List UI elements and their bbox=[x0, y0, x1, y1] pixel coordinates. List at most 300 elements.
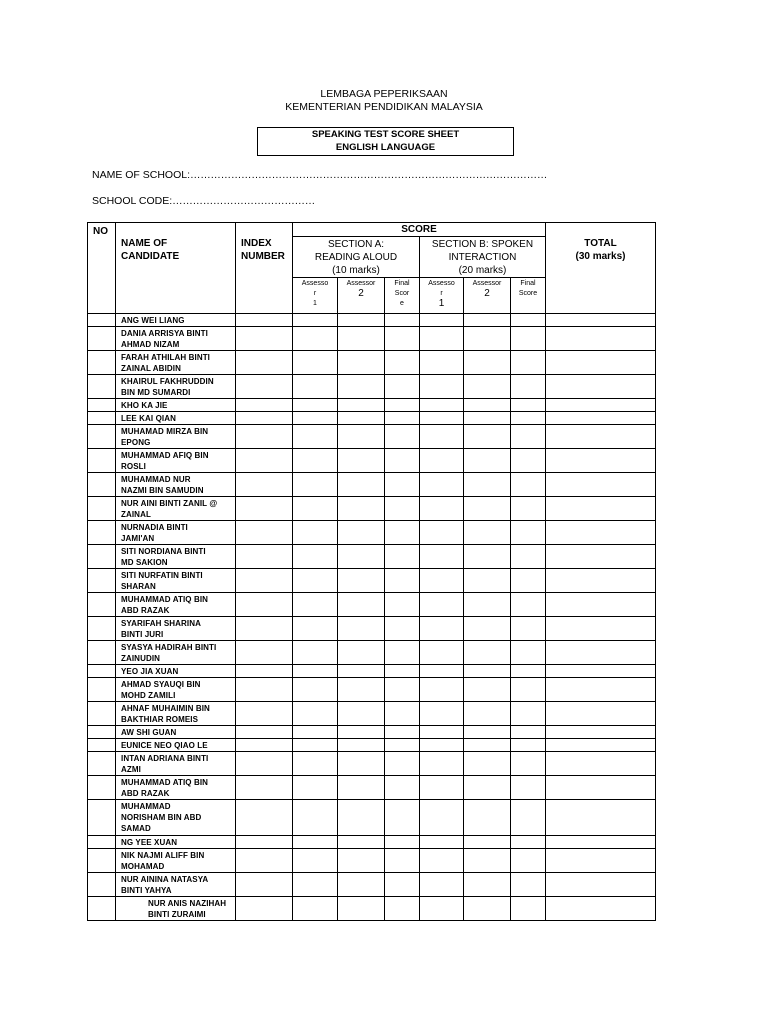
section-a-header: SECTION A: READING ALOUD (10 marks) bbox=[293, 237, 420, 278]
cell-sec-a-assessor-1[interactable] bbox=[293, 665, 338, 678]
cell-sec-b-assessor-1[interactable] bbox=[420, 873, 464, 897]
cell-sec-a-assessor-1[interactable] bbox=[293, 776, 338, 800]
cell-no bbox=[88, 752, 116, 776]
cell-sec-a-assessor-2[interactable] bbox=[338, 752, 385, 776]
cell-sec-a-assessor-1[interactable] bbox=[293, 399, 338, 412]
table-row bbox=[88, 776, 656, 800]
cell-sec-b-assessor-2[interactable] bbox=[464, 665, 511, 678]
cell-sec-a-assessor-2[interactable] bbox=[338, 351, 385, 375]
cell-sec-a-final[interactable] bbox=[385, 569, 420, 593]
cell-sec-b-assessor-2[interactable] bbox=[464, 836, 511, 849]
sec-a-final-score: Final Scor e bbox=[385, 278, 420, 314]
cell-sec-a-assessor-1[interactable] bbox=[293, 726, 338, 739]
cell-total[interactable] bbox=[546, 776, 656, 800]
candidate-name-line: JAMI'AN bbox=[121, 533, 155, 543]
cell-sec-b-assessor-2[interactable] bbox=[464, 873, 511, 897]
cell-sec-b-final[interactable] bbox=[511, 873, 546, 897]
cell-index-number[interactable] bbox=[236, 314, 293, 327]
cell-sec-b-final[interactable] bbox=[511, 497, 546, 521]
cell-sec-b-assessor-2[interactable] bbox=[464, 897, 511, 921]
cell-sec-b-assessor-1[interactable] bbox=[420, 412, 464, 425]
cell-sec-b-assessor-1[interactable] bbox=[420, 449, 464, 473]
cell-sec-b-assessor-1[interactable] bbox=[420, 545, 464, 569]
cell-sec-a-assessor-2[interactable] bbox=[338, 545, 385, 569]
candidate-name bbox=[116, 726, 236, 739]
candidate-name bbox=[116, 545, 236, 569]
candidate-name bbox=[116, 739, 236, 752]
cell-sec-b-final[interactable] bbox=[511, 314, 546, 327]
cell-total[interactable] bbox=[546, 593, 656, 617]
cell-sec-a-assessor-2[interactable] bbox=[338, 726, 385, 739]
cell-sec-a-assessor-1[interactable] bbox=[293, 569, 338, 593]
cell-sec-b-final[interactable] bbox=[511, 752, 546, 776]
candidate-name bbox=[116, 849, 236, 873]
cell-sec-a-final[interactable] bbox=[385, 425, 420, 449]
cell-index-number[interactable] bbox=[236, 545, 293, 569]
cell-sec-b-final[interactable] bbox=[511, 800, 546, 836]
cell-sec-a-assessor-1[interactable] bbox=[293, 375, 338, 399]
cell-sec-a-assessor-2[interactable] bbox=[338, 641, 385, 665]
cell-sec-a-assessor-1[interactable] bbox=[293, 800, 338, 836]
cell-index-number[interactable] bbox=[236, 800, 293, 836]
cell-sec-a-final[interactable] bbox=[385, 327, 420, 351]
cell-sec-a-final[interactable] bbox=[385, 739, 420, 752]
cell-total[interactable] bbox=[546, 641, 656, 665]
cell-sec-a-assessor-1[interactable] bbox=[293, 521, 338, 545]
cell-index-number[interactable] bbox=[236, 497, 293, 521]
school-code-dots: …………………………………… bbox=[172, 195, 315, 207]
cell-total[interactable] bbox=[546, 739, 656, 752]
table-row bbox=[88, 702, 656, 726]
cell-sec-a-final[interactable] bbox=[385, 412, 420, 425]
cell-sec-a-final[interactable] bbox=[385, 375, 420, 399]
cell-sec-b-assessor-1[interactable] bbox=[420, 314, 464, 327]
table-row bbox=[88, 569, 656, 593]
cell-sec-b-assessor-2[interactable] bbox=[464, 412, 511, 425]
candidate-name-line: AHNAF MUHAIMIN BIN bbox=[121, 703, 210, 713]
cell-sec-a-assessor-2[interactable] bbox=[338, 739, 385, 752]
cell-sec-a-assessor-1[interactable] bbox=[293, 314, 338, 327]
cell-sec-b-assessor-2[interactable] bbox=[464, 678, 511, 702]
cell-index-number[interactable] bbox=[236, 726, 293, 739]
cell-sec-b-final[interactable] bbox=[511, 569, 546, 593]
cell-sec-a-final[interactable] bbox=[385, 678, 420, 702]
cell-sec-a-assessor-1[interactable] bbox=[293, 449, 338, 473]
cell-index-number[interactable] bbox=[236, 327, 293, 351]
cell-index-number[interactable] bbox=[236, 617, 293, 641]
cell-sec-a-assessor-1[interactable] bbox=[293, 593, 338, 617]
cell-sec-a-assessor-2[interactable] bbox=[338, 702, 385, 726]
cell-sec-a-assessor-1[interactable] bbox=[293, 473, 338, 497]
cell-sec-b-assessor-2[interactable] bbox=[464, 752, 511, 776]
cell-total[interactable] bbox=[546, 726, 656, 739]
cell-sec-a-final[interactable] bbox=[385, 521, 420, 545]
cell-total[interactable] bbox=[546, 497, 656, 521]
cell-sec-b-assessor-1[interactable] bbox=[420, 327, 464, 351]
table-row bbox=[88, 897, 656, 921]
cell-sec-b-final[interactable] bbox=[511, 327, 546, 351]
cell-total[interactable] bbox=[546, 449, 656, 473]
cell-sec-b-assessor-2[interactable] bbox=[464, 739, 511, 752]
cell-sec-b-assessor-1[interactable] bbox=[420, 641, 464, 665]
cell-sec-b-assessor-1[interactable] bbox=[420, 593, 464, 617]
cell-total[interactable] bbox=[546, 521, 656, 545]
cell-sec-b-final[interactable] bbox=[511, 776, 546, 800]
cell-sec-b-final[interactable] bbox=[511, 849, 546, 873]
cell-sec-a-assessor-1[interactable] bbox=[293, 327, 338, 351]
cell-sec-a-assessor-2[interactable] bbox=[338, 521, 385, 545]
cell-total[interactable] bbox=[546, 617, 656, 641]
cell-index-number[interactable] bbox=[236, 836, 293, 849]
cell-sec-a-final[interactable] bbox=[385, 399, 420, 412]
cell-sec-b-final[interactable] bbox=[511, 641, 546, 665]
cell-total[interactable] bbox=[546, 702, 656, 726]
cell-sec-a-assessor-2[interactable] bbox=[338, 425, 385, 449]
cell-sec-a-final[interactable] bbox=[385, 836, 420, 849]
cell-sec-b-assessor-2[interactable] bbox=[464, 327, 511, 351]
cell-sec-b-assessor-2[interactable] bbox=[464, 545, 511, 569]
candidate-name-line: YEO JIA XUAN bbox=[121, 666, 179, 676]
cell-total[interactable] bbox=[546, 412, 656, 425]
cell-sec-b-final[interactable] bbox=[511, 593, 546, 617]
cell-sec-b-assessor-1[interactable] bbox=[420, 800, 464, 836]
cell-sec-b-assessor-1[interactable] bbox=[420, 569, 464, 593]
cell-index-number[interactable] bbox=[236, 641, 293, 665]
cell-total[interactable] bbox=[546, 873, 656, 897]
score-table bbox=[87, 222, 656, 921]
table-row bbox=[88, 726, 656, 739]
cell-sec-b-assessor-2[interactable] bbox=[464, 314, 511, 327]
cell-sec-b-assessor-1[interactable] bbox=[420, 375, 464, 399]
cell-sec-b-final[interactable] bbox=[511, 726, 546, 739]
cell-sec-b-assessor-1[interactable] bbox=[420, 702, 464, 726]
candidate-name bbox=[116, 617, 236, 641]
cell-sec-b-final[interactable] bbox=[511, 473, 546, 497]
sec-b-final-score: Final Score bbox=[511, 278, 546, 314]
cell-sec-b-assessor-2[interactable] bbox=[464, 641, 511, 665]
cell-no bbox=[88, 521, 116, 545]
cell-sec-a-final[interactable] bbox=[385, 800, 420, 836]
cell-sec-a-assessor-2[interactable] bbox=[338, 617, 385, 641]
cell-sec-b-assessor-2[interactable] bbox=[464, 702, 511, 726]
cell-index-number[interactable] bbox=[236, 873, 293, 897]
candidate-name-line: MUHAMMAD ATIQ BIN bbox=[121, 594, 209, 604]
cell-sec-b-assessor-2[interactable] bbox=[464, 521, 511, 545]
cell-index-number[interactable] bbox=[236, 425, 293, 449]
cell-sec-b-assessor-1[interactable] bbox=[420, 425, 464, 449]
cell-sec-a-assessor-2[interactable] bbox=[338, 314, 385, 327]
cell-total[interactable] bbox=[546, 897, 656, 921]
cell-sec-b-assessor-1[interactable] bbox=[420, 665, 464, 678]
candidate-name-line: NG YEE XUAN bbox=[121, 837, 178, 847]
cell-sec-a-assessor-1[interactable] bbox=[293, 702, 338, 726]
table-row bbox=[88, 327, 656, 351]
table-row bbox=[88, 399, 656, 412]
cell-sec-a-assessor-1[interactable] bbox=[293, 752, 338, 776]
table-row bbox=[88, 314, 656, 327]
cell-sec-b-assessor-1[interactable] bbox=[420, 739, 464, 752]
cell-sec-b-assessor-1[interactable] bbox=[420, 776, 464, 800]
cell-sec-a-assessor-1[interactable] bbox=[293, 425, 338, 449]
cell-sec-b-assessor-1[interactable] bbox=[420, 726, 464, 739]
cell-sec-a-assessor-2[interactable] bbox=[338, 569, 385, 593]
cell-index-number[interactable] bbox=[236, 665, 293, 678]
cell-sec-a-assessor-2[interactable] bbox=[338, 473, 385, 497]
cell-sec-b-final[interactable] bbox=[511, 678, 546, 702]
sec-b-assessor-2: Assessor 2 bbox=[464, 278, 511, 314]
candidate-name-line: SYARIFAH SHARINA bbox=[121, 618, 201, 628]
cell-index-number[interactable] bbox=[236, 776, 293, 800]
total-header: TOTAL (30 marks) bbox=[546, 223, 656, 314]
table-row bbox=[88, 849, 656, 873]
candidate-name-line: ABD RAZAK bbox=[121, 788, 170, 798]
cell-sec-a-final[interactable] bbox=[385, 473, 420, 497]
cell-total[interactable] bbox=[546, 836, 656, 849]
cell-sec-b-final[interactable] bbox=[511, 836, 546, 849]
cell-sec-a-assessor-2[interactable] bbox=[338, 873, 385, 897]
cell-no bbox=[88, 897, 116, 921]
table-row bbox=[88, 473, 656, 497]
cell-sec-a-assessor-1[interactable] bbox=[293, 617, 338, 641]
cell-sec-b-assessor-1[interactable] bbox=[420, 897, 464, 921]
cell-sec-a-assessor-1[interactable] bbox=[293, 897, 338, 921]
cell-no bbox=[88, 351, 116, 375]
cell-index-number[interactable] bbox=[236, 678, 293, 702]
cell-sec-b-final[interactable] bbox=[511, 617, 546, 641]
cell-sec-b-assessor-2[interactable] bbox=[464, 569, 511, 593]
cell-no bbox=[88, 375, 116, 399]
cell-sec-b-assessor-1[interactable] bbox=[420, 473, 464, 497]
candidate-name-line: MOHD ZAMILI bbox=[121, 690, 176, 700]
cell-total[interactable] bbox=[546, 849, 656, 873]
cell-sec-a-final[interactable] bbox=[385, 897, 420, 921]
cell-sec-b-assessor-1[interactable] bbox=[420, 678, 464, 702]
cell-sec-a-final[interactable] bbox=[385, 665, 420, 678]
cell-sec-a-assessor-2[interactable] bbox=[338, 399, 385, 412]
cell-sec-a-assessor-1[interactable] bbox=[293, 497, 338, 521]
cell-index-number[interactable] bbox=[236, 897, 293, 921]
candidate-name bbox=[116, 702, 236, 726]
cell-index-number[interactable] bbox=[236, 849, 293, 873]
candidate-name-line: NUR AINI BINTI ZANIL @ bbox=[121, 498, 218, 508]
candidate-name bbox=[116, 641, 236, 665]
candidate-name bbox=[116, 678, 236, 702]
cell-total[interactable] bbox=[546, 545, 656, 569]
cell-sec-a-assessor-2[interactable] bbox=[338, 497, 385, 521]
cell-index-number[interactable] bbox=[236, 449, 293, 473]
cell-total[interactable] bbox=[546, 314, 656, 327]
cell-sec-b-assessor-2[interactable] bbox=[464, 497, 511, 521]
cell-sec-a-assessor-1[interactable] bbox=[293, 873, 338, 897]
cell-sec-a-assessor-2[interactable] bbox=[338, 449, 385, 473]
cell-sec-b-assessor-2[interactable] bbox=[464, 617, 511, 641]
cell-sec-a-assessor-2[interactable] bbox=[338, 375, 385, 399]
candidate-name-line: BINTI JURI bbox=[121, 629, 164, 639]
cell-sec-b-final[interactable] bbox=[511, 897, 546, 921]
school-code-label: SCHOOL CODE: bbox=[92, 195, 173, 207]
cell-sec-b-final[interactable] bbox=[511, 665, 546, 678]
cell-sec-b-assessor-1[interactable] bbox=[420, 399, 464, 412]
cell-sec-b-assessor-1[interactable] bbox=[420, 351, 464, 375]
cell-total[interactable] bbox=[546, 473, 656, 497]
cell-sec-b-final[interactable] bbox=[511, 425, 546, 449]
score-header: SCORE bbox=[293, 223, 546, 237]
cell-sec-a-assessor-1[interactable] bbox=[293, 351, 338, 375]
cell-sec-a-final[interactable] bbox=[385, 776, 420, 800]
cell-sec-a-assessor-1[interactable] bbox=[293, 739, 338, 752]
cell-sec-b-assessor-1[interactable] bbox=[420, 497, 464, 521]
cell-no bbox=[88, 836, 116, 849]
cell-index-number[interactable] bbox=[236, 473, 293, 497]
cell-sec-b-final[interactable] bbox=[511, 739, 546, 752]
cell-index-number[interactable] bbox=[236, 375, 293, 399]
school-name-dots: …………………………………………………………………………………………… bbox=[190, 169, 548, 181]
cell-sec-b-final[interactable] bbox=[511, 375, 546, 399]
cell-total[interactable] bbox=[546, 327, 656, 351]
school-code-field bbox=[92, 195, 315, 207]
cell-sec-b-final[interactable] bbox=[511, 545, 546, 569]
table-row bbox=[88, 545, 656, 569]
cell-index-number[interactable] bbox=[236, 351, 293, 375]
cell-index-number[interactable] bbox=[236, 569, 293, 593]
candidate-name bbox=[116, 897, 236, 921]
cell-sec-b-final[interactable] bbox=[511, 521, 546, 545]
cell-sec-b-final[interactable] bbox=[511, 702, 546, 726]
cell-sec-a-final[interactable] bbox=[385, 702, 420, 726]
candidate-name bbox=[116, 351, 236, 375]
cell-sec-a-final[interactable] bbox=[385, 641, 420, 665]
cell-sec-b-assessor-2[interactable] bbox=[464, 849, 511, 873]
cell-sec-a-assessor-1[interactable] bbox=[293, 545, 338, 569]
cell-sec-a-assessor-2[interactable] bbox=[338, 327, 385, 351]
cell-sec-a-final[interactable] bbox=[385, 726, 420, 739]
table-row bbox=[88, 739, 656, 752]
cell-sec-b-assessor-2[interactable] bbox=[464, 375, 511, 399]
table-row bbox=[88, 641, 656, 665]
candidate-name-line: MUHAMMAD ATIQ BIN bbox=[121, 777, 209, 787]
cell-sec-a-assessor-1[interactable] bbox=[293, 849, 338, 873]
cell-total[interactable] bbox=[546, 665, 656, 678]
cell-sec-a-assessor-2[interactable] bbox=[338, 665, 385, 678]
cell-total[interactable] bbox=[546, 569, 656, 593]
sec-a-assessor-1: Assesso r 1 bbox=[293, 278, 338, 314]
cell-total[interactable] bbox=[546, 399, 656, 412]
cell-sec-b-assessor-2[interactable] bbox=[464, 593, 511, 617]
cell-sec-a-final[interactable] bbox=[385, 752, 420, 776]
cell-sec-a-final[interactable] bbox=[385, 351, 420, 375]
cell-no bbox=[88, 617, 116, 641]
cell-sec-b-final[interactable] bbox=[511, 399, 546, 412]
cell-sec-b-assessor-2[interactable] bbox=[464, 776, 511, 800]
cell-sec-a-final[interactable] bbox=[385, 593, 420, 617]
cell-index-number[interactable] bbox=[236, 412, 293, 425]
cell-sec-a-final[interactable] bbox=[385, 617, 420, 641]
cell-no bbox=[88, 399, 116, 412]
candidate-name-line: AHMAD SYAUQI BIN bbox=[121, 679, 201, 689]
cell-sec-a-assessor-2[interactable] bbox=[338, 776, 385, 800]
cell-sec-b-final[interactable] bbox=[511, 449, 546, 473]
cell-index-number[interactable] bbox=[236, 399, 293, 412]
candidate-name-line: ZAINUDIN bbox=[121, 653, 161, 663]
cell-sec-b-assessor-2[interactable] bbox=[464, 800, 511, 836]
candidate-name-line: AHMAD NIZAM bbox=[121, 339, 180, 349]
cell-total[interactable] bbox=[546, 375, 656, 399]
cell-no bbox=[88, 473, 116, 497]
cell-sec-a-assessor-2[interactable] bbox=[338, 800, 385, 836]
cell-sec-b-assessor-2[interactable] bbox=[464, 449, 511, 473]
cell-sec-a-assessor-1[interactable] bbox=[293, 641, 338, 665]
cell-no bbox=[88, 800, 116, 836]
cell-no bbox=[88, 849, 116, 873]
cell-no bbox=[88, 569, 116, 593]
cell-sec-a-assessor-1[interactable] bbox=[293, 678, 338, 702]
candidate-name-line: NUR AININA NATASYA bbox=[121, 874, 209, 884]
cell-index-number[interactable] bbox=[236, 521, 293, 545]
candidate-name-line: BIN MD SUMARDI bbox=[121, 387, 191, 397]
candidate-name bbox=[116, 593, 236, 617]
cell-sec-a-final[interactable] bbox=[385, 873, 420, 897]
cell-sec-a-assessor-2[interactable] bbox=[338, 593, 385, 617]
cell-sec-b-assessor-1[interactable] bbox=[420, 521, 464, 545]
candidate-name-line: NURNADIA BINTI bbox=[121, 522, 188, 532]
cell-index-number[interactable] bbox=[236, 739, 293, 752]
cell-sec-a-assessor-2[interactable] bbox=[338, 849, 385, 873]
cell-sec-a-assessor-2[interactable] bbox=[338, 836, 385, 849]
cell-total[interactable] bbox=[546, 425, 656, 449]
cell-sec-a-assessor-2[interactable] bbox=[338, 412, 385, 425]
cell-sec-a-assessor-2[interactable] bbox=[338, 897, 385, 921]
cell-sec-b-assessor-1[interactable] bbox=[420, 617, 464, 641]
cell-sec-a-assessor-1[interactable] bbox=[293, 836, 338, 849]
col-name-header: NAME OF CANDIDATE bbox=[116, 223, 236, 314]
cell-total[interactable] bbox=[546, 678, 656, 702]
cell-total[interactable] bbox=[546, 351, 656, 375]
col-index-header: INDEX NUMBER bbox=[236, 223, 293, 314]
cell-sec-b-assessor-2[interactable] bbox=[464, 726, 511, 739]
cell-sec-a-assessor-2[interactable] bbox=[338, 678, 385, 702]
cell-total[interactable] bbox=[546, 752, 656, 776]
cell-sec-a-final[interactable] bbox=[385, 545, 420, 569]
cell-sec-a-final[interactable] bbox=[385, 497, 420, 521]
cell-index-number[interactable] bbox=[236, 593, 293, 617]
cell-sec-b-final[interactable] bbox=[511, 351, 546, 375]
cell-sec-a-final[interactable] bbox=[385, 849, 420, 873]
candidate-name bbox=[116, 425, 236, 449]
cell-sec-b-assessor-1[interactable] bbox=[420, 752, 464, 776]
cell-sec-b-assessor-2[interactable] bbox=[464, 425, 511, 449]
cell-sec-b-assessor-1[interactable] bbox=[420, 836, 464, 849]
table-row bbox=[88, 497, 656, 521]
candidate-name bbox=[116, 752, 236, 776]
cell-sec-a-assessor-1[interactable] bbox=[293, 412, 338, 425]
cell-index-number[interactable] bbox=[236, 702, 293, 726]
candidate-name-line: NUR ANIS NAZIHAH bbox=[148, 898, 227, 908]
cell-index-number[interactable] bbox=[236, 752, 293, 776]
table-row bbox=[88, 836, 656, 849]
cell-sec-b-assessor-2[interactable] bbox=[464, 473, 511, 497]
cell-total[interactable] bbox=[546, 800, 656, 836]
cell-no bbox=[88, 425, 116, 449]
cell-sec-b-assessor-1[interactable] bbox=[420, 849, 464, 873]
cell-sec-b-final[interactable] bbox=[511, 412, 546, 425]
table-row bbox=[88, 593, 656, 617]
cell-no bbox=[88, 665, 116, 678]
cell-sec-b-assessor-2[interactable] bbox=[464, 399, 511, 412]
cell-sec-a-final[interactable] bbox=[385, 449, 420, 473]
cell-sec-a-final[interactable] bbox=[385, 314, 420, 327]
cell-sec-b-assessor-2[interactable] bbox=[464, 351, 511, 375]
cell-no bbox=[88, 776, 116, 800]
